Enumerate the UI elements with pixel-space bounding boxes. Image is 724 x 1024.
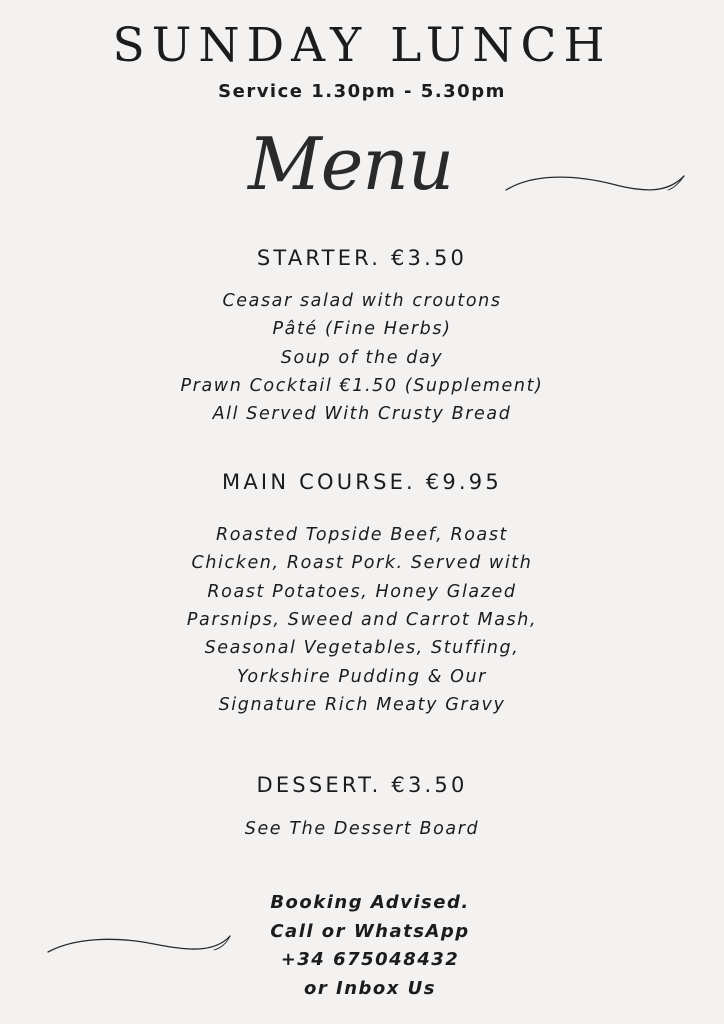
main-course-line: Seasonal Vegetables, Stuffing, bbox=[204, 638, 520, 659]
dessert-item: See The Dessert Board bbox=[244, 819, 480, 839]
main-course-section-title: MAIN COURSE. €9.95 bbox=[222, 470, 502, 494]
starter-item: Soup of the day bbox=[280, 347, 444, 368]
starter-item: Prawn Cocktail €1.50 (Supplement) bbox=[180, 375, 544, 396]
main-course-line: Parsnips, Sweed and Carrot Mash, bbox=[186, 609, 538, 630]
menu-script-text: Menu bbox=[248, 122, 454, 206]
starter-item: All Served With Crusty Bread bbox=[212, 404, 512, 425]
booking-line: Call or WhatsApp bbox=[270, 920, 470, 942]
main-course-line: Yorkshire Pudding & Our bbox=[237, 666, 487, 687]
flourish-top-right-icon bbox=[502, 168, 690, 198]
menu-script-heading bbox=[240, 118, 460, 210]
booking-phone: +34 675048432 bbox=[280, 949, 460, 970]
dessert-section-title: DESSERT. €3.50 bbox=[256, 773, 468, 797]
booking-line: or Inbox Us bbox=[304, 977, 436, 999]
main-course-line: Chicken, Roast Pork. Served with bbox=[191, 553, 533, 574]
main-course-line: Signature Rich Meaty Gravy bbox=[218, 694, 506, 715]
main-course-line: Roasted Topside Beef, Roast bbox=[215, 525, 509, 545]
page-title: SUNDAY LUNCH bbox=[112, 18, 612, 73]
starter-section-title: STARTER. €3.50 bbox=[256, 246, 468, 270]
starter-item: Ceasar salad with croutons bbox=[222, 291, 502, 311]
starter-item: Pâté (Fine Herbs) bbox=[272, 319, 452, 340]
main-course-line: Roast Potatoes, Honey Glazed bbox=[207, 581, 517, 602]
booking-line: Booking Advised. bbox=[270, 892, 470, 913]
service-hours: Service 1.30pm - 5.30pm bbox=[218, 81, 506, 102]
